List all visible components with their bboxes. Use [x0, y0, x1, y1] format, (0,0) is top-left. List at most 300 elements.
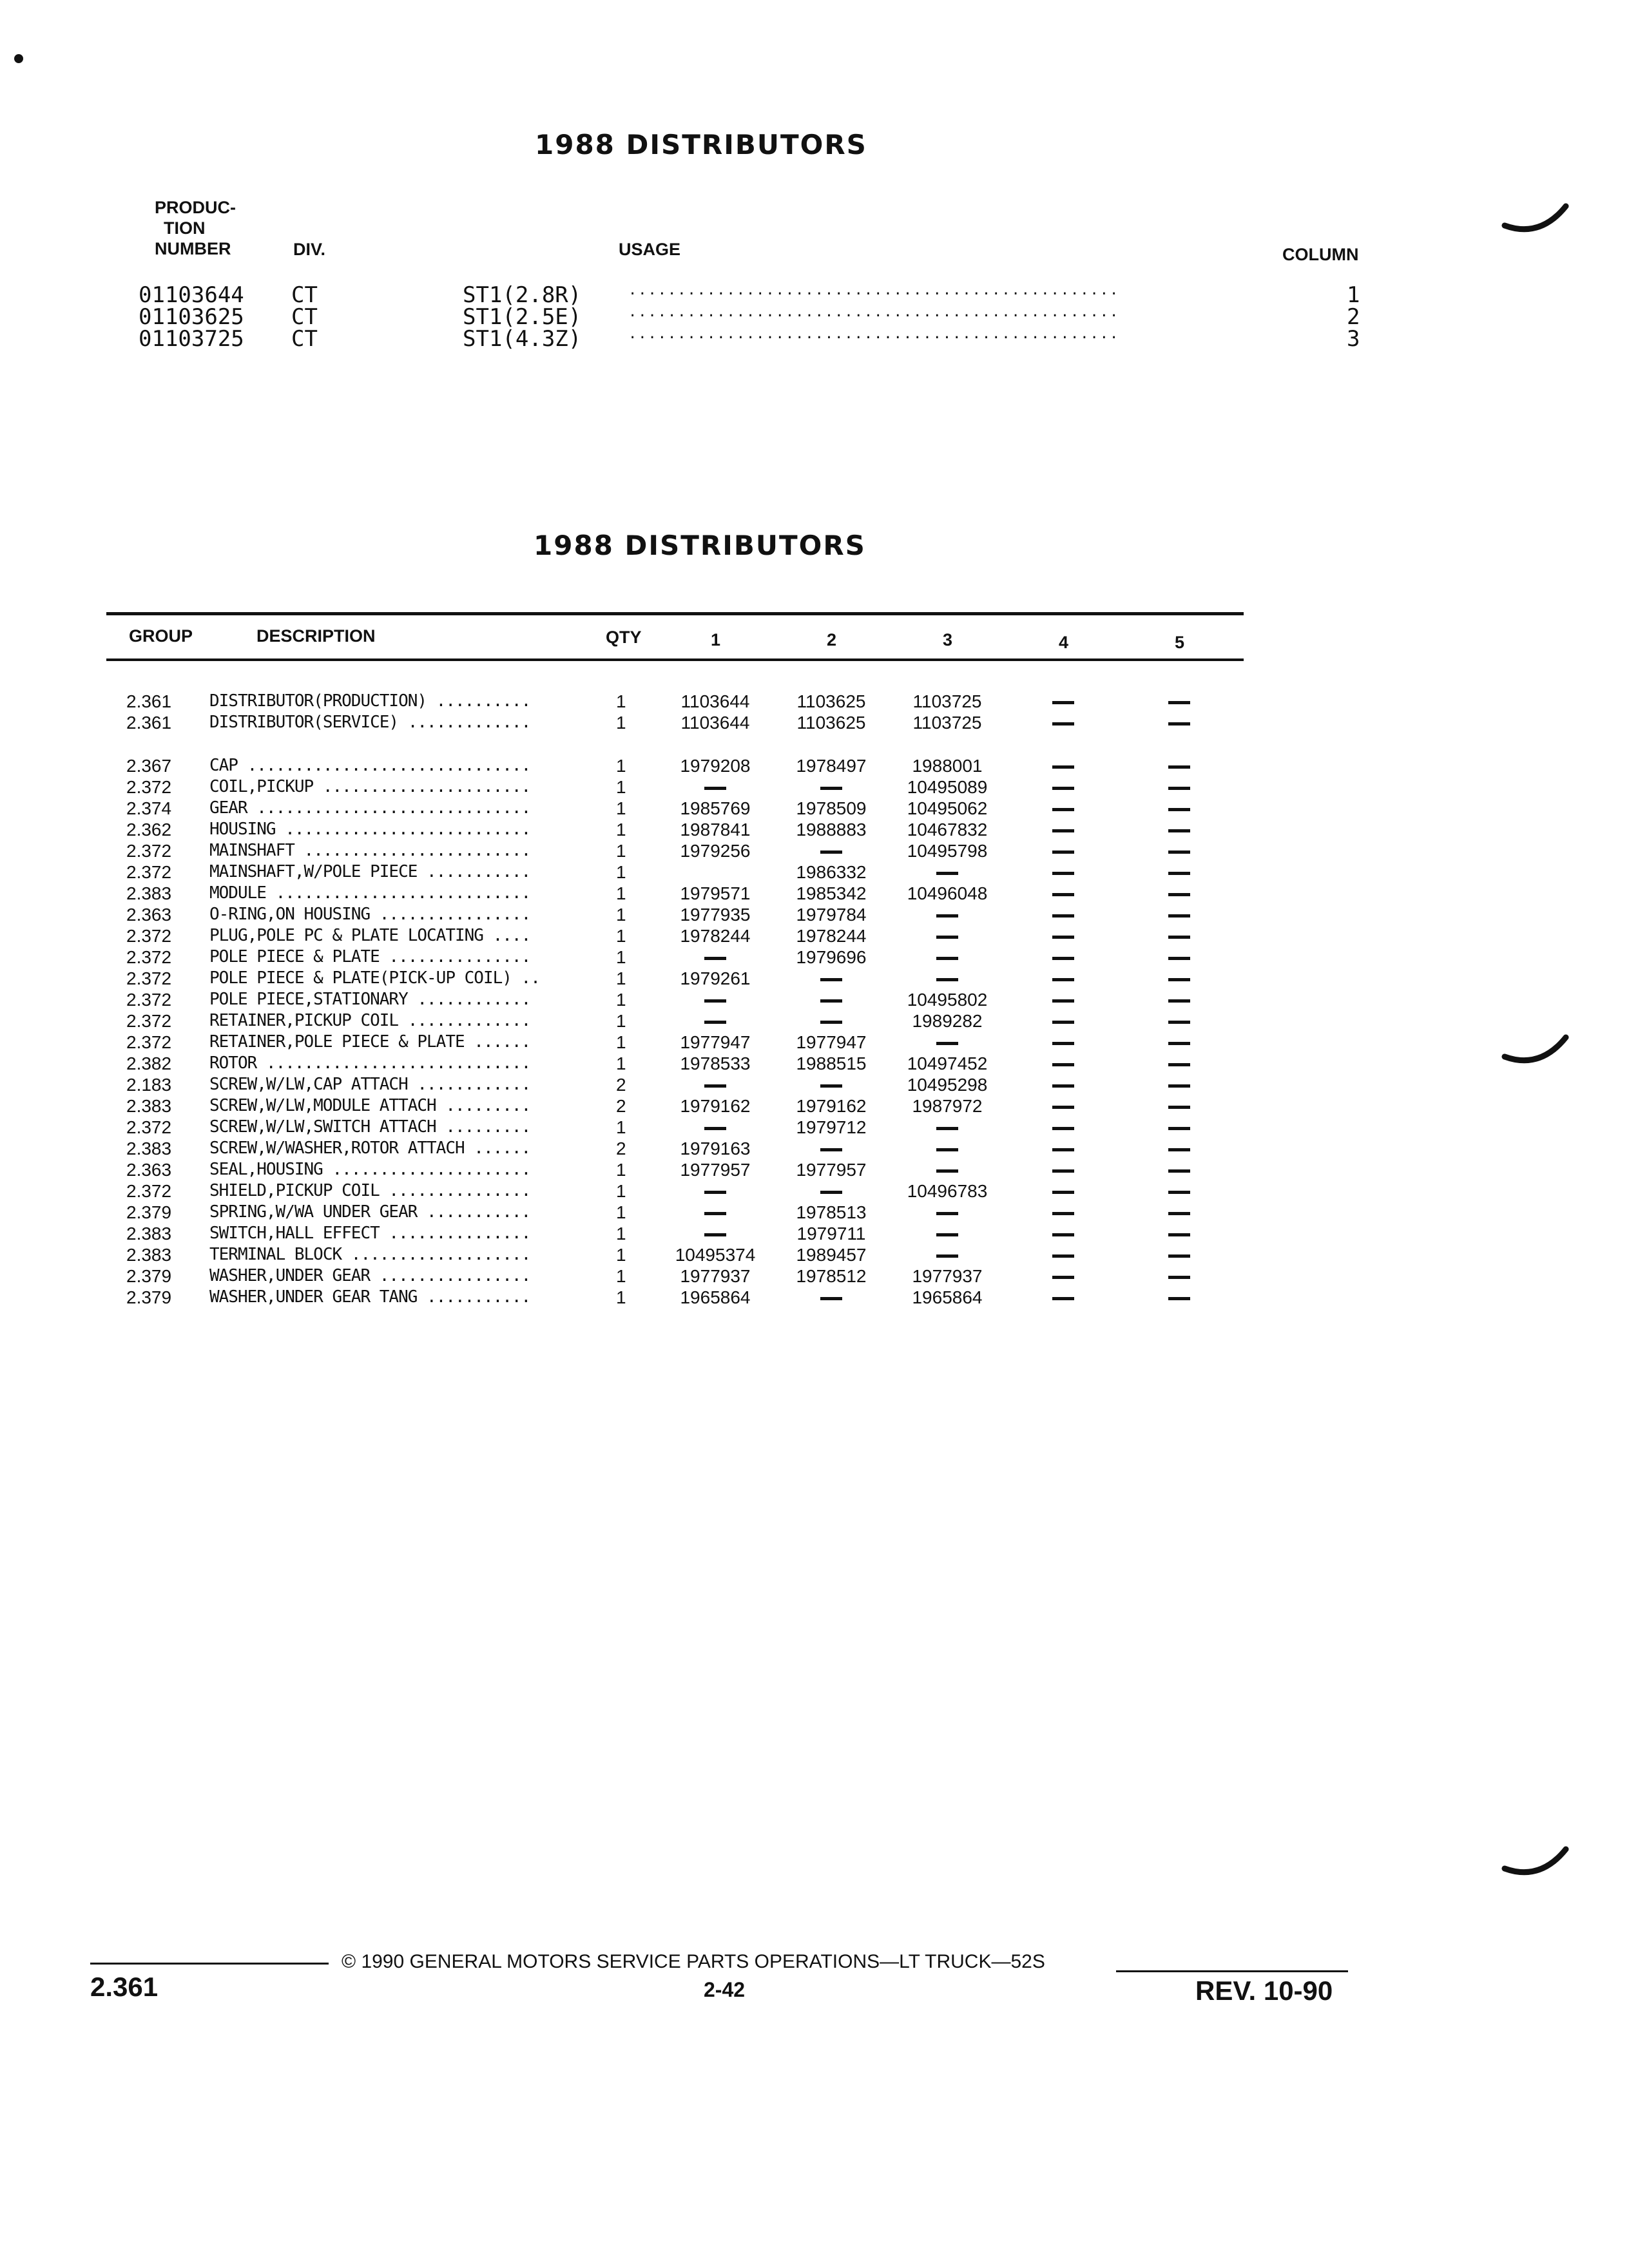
empty-dash: [1050, 1117, 1076, 1138]
part-group: 2.383: [126, 1245, 172, 1265]
part-qty: 1: [616, 926, 626, 946]
empty-dash: [1050, 1244, 1076, 1265]
part-description: [209, 1138, 530, 1159]
part-number-col-2: 1979162: [796, 1096, 867, 1116]
part-description: [209, 861, 530, 883]
empty-dash: [1050, 776, 1076, 798]
empty-dash: [657, 1117, 773, 1138]
empty-dash: [1166, 947, 1192, 968]
empty-dash: [1166, 925, 1192, 947]
empty-dash: [1050, 1010, 1076, 1032]
empty-dash: [1166, 989, 1192, 1010]
production-column: 2: [1347, 304, 1360, 330]
part-description-text: TERMINAL BLOCK: [209, 1245, 342, 1264]
leader-dots: .........: [436, 1096, 531, 1115]
part-description: [209, 755, 530, 776]
empty-dash: [889, 1202, 1005, 1223]
parts-row: [0, 798, 1629, 819]
header-number-line3: NUMBER: [155, 239, 231, 258]
part-qty: 1: [616, 883, 626, 903]
part-number-col-2: 1978497: [796, 756, 867, 776]
leader-dots: ..........................: [275, 820, 531, 839]
part-number-col-2: 1103625: [796, 713, 866, 733]
part-group: 2.379: [126, 1266, 172, 1286]
part-qty: 1: [616, 713, 626, 733]
part-qty: 1: [616, 1011, 626, 1031]
part-description: [209, 925, 530, 947]
empty-dash: [1166, 691, 1192, 712]
part-number-col-3: 1987972: [912, 1096, 983, 1116]
header-production-number: [155, 197, 236, 259]
part-number-col-3: 10495802: [907, 990, 988, 1010]
scan-tick-mark: [1501, 1836, 1572, 1888]
part-description-text: SWITCH,HALL EFFECT: [209, 1224, 380, 1243]
part-description: [209, 840, 530, 861]
part-number-col-1: 1977947: [680, 1032, 751, 1052]
part-group: 2.367: [126, 756, 172, 776]
part-description-text: SCREW,W/WASHER,ROTOR ATTACH: [209, 1139, 465, 1158]
part-qty: 2: [616, 1075, 626, 1095]
empty-dash: [1166, 1053, 1192, 1074]
part-description: [209, 1159, 530, 1180]
part-description-text: SHIELD,PICKUP COIL: [209, 1181, 380, 1200]
empty-dash: [1166, 1117, 1192, 1138]
part-number-col-2: 1979712: [796, 1117, 867, 1137]
parts-row: [0, 1159, 1629, 1180]
footer-rule-left: [90, 1963, 329, 1965]
part-description-text: RETAINER,PICKUP COIL: [209, 1011, 399, 1030]
part-number-col-1: 1979208: [680, 756, 751, 776]
leader-dots: ..................................................: [628, 304, 1120, 320]
empty-dash: [1166, 904, 1192, 925]
leader-dots: ............................: [256, 1053, 531, 1073]
empty-dash: [657, 776, 773, 798]
part-group: 2.383: [126, 883, 172, 903]
production-number: 01103725: [139, 326, 244, 352]
parts-row: [0, 1074, 1629, 1095]
header-col-1: 1: [711, 630, 721, 649]
empty-dash: [1050, 819, 1076, 840]
part-qty: 1: [616, 777, 626, 797]
empty-dash: [1050, 1202, 1076, 1223]
empty-dash: [889, 1032, 1005, 1053]
part-description-text: HOUSING: [209, 820, 276, 839]
part-number-col-2: 1986332: [796, 862, 867, 882]
production-div: CT: [291, 326, 318, 352]
part-group: 2.361: [126, 713, 172, 733]
part-number-col-1: 1979256: [680, 841, 751, 861]
part-number-col-2: 1985342: [796, 883, 867, 903]
part-description: [209, 1180, 530, 1202]
part-qty: 1: [616, 947, 626, 967]
part-description: [209, 1265, 530, 1287]
leader-dots: .............................: [247, 798, 531, 818]
part-group: 2.372: [126, 1032, 172, 1052]
part-number-col-1: 10495374: [675, 1245, 756, 1265]
leader-dots: ...............: [379, 1181, 531, 1200]
part-number-col-1: 1979571: [680, 883, 751, 903]
header-number-line2: TION: [164, 218, 206, 238]
parts-row: [0, 1223, 1629, 1244]
leader-dots: ...............: [379, 1224, 531, 1243]
parts-row: [0, 925, 1629, 947]
empty-dash: [1050, 798, 1076, 819]
part-number-col-2: 1989457: [796, 1245, 867, 1265]
part-group: 2.383: [126, 1139, 172, 1158]
parts-row: [0, 1053, 1629, 1074]
part-number-col-1: 1977937: [680, 1266, 751, 1286]
production-usage: ST1(2.5E): [463, 304, 582, 330]
empty-dash: [1050, 840, 1076, 861]
empty-dash: [889, 1138, 1005, 1159]
part-number-col-1: 1103644: [680, 691, 750, 711]
empty-dash: [1050, 1223, 1076, 1244]
header-number-line1: PRODUC-: [155, 198, 236, 217]
part-number-col-3: 10495298: [907, 1075, 988, 1095]
leader-dots: ...........................: [265, 883, 531, 903]
part-qty: 1: [616, 1053, 626, 1073]
parts-row: [0, 968, 1629, 989]
part-number-col-3: 10496048: [907, 883, 988, 903]
part-description: [209, 1074, 530, 1095]
part-number-col-2: 1977957: [796, 1160, 867, 1180]
parts-row: [0, 1202, 1629, 1223]
part-number-col-3: 1977937: [912, 1266, 983, 1286]
part-number-col-1: 1965864: [680, 1287, 751, 1307]
part-number-col-1: 1987841: [680, 820, 751, 840]
empty-dash: [773, 989, 889, 1010]
part-description-text: WASHER,UNDER GEAR TANG: [209, 1287, 418, 1307]
part-description: [209, 712, 530, 733]
part-description-text: SEAL,HOUSING: [209, 1160, 323, 1179]
part-qty: 1: [616, 1032, 626, 1052]
part-number-col-2: 1978512: [796, 1266, 867, 1286]
part-description: [209, 1032, 530, 1053]
part-number-col-2: 1979696: [796, 947, 867, 967]
parts-row: [0, 712, 1629, 733]
parts-row: [0, 1032, 1629, 1053]
part-group: 2.372: [126, 926, 172, 946]
parts-row: [0, 840, 1629, 861]
empty-dash: [1050, 1138, 1076, 1159]
part-description: [209, 1010, 530, 1032]
empty-dash: [773, 1287, 889, 1308]
part-number-col-1: 1979261: [680, 968, 751, 988]
parts-row: [0, 1010, 1629, 1032]
leader-dots: ................: [370, 1266, 531, 1285]
part-description-text: DISTRIBUTOR(PRODUCTION): [209, 691, 427, 711]
empty-dash: [1166, 1032, 1192, 1053]
empty-dash: [1050, 691, 1076, 712]
leader-dots: ...................: [342, 1245, 531, 1264]
empty-dash: [1166, 1095, 1192, 1117]
part-number-col-3: 1989282: [912, 1011, 983, 1031]
part-description-text: POLE PIECE & PLATE(PICK-UP COIL): [209, 968, 512, 988]
parts-row: [0, 776, 1629, 798]
part-description-text: RETAINER,POLE PIECE & PLATE: [209, 1032, 465, 1052]
part-description-text: POLE PIECE & PLATE: [209, 947, 380, 966]
leader-dots: ..................................................: [628, 326, 1120, 342]
part-group: 2.372: [126, 841, 172, 861]
part-description: [209, 1117, 530, 1138]
part-description: [209, 1287, 530, 1308]
production-column: 1: [1347, 282, 1360, 308]
part-number-col-3: 10495798: [907, 841, 988, 861]
header-group: GROUP: [129, 626, 193, 646]
empty-dash: [1166, 1180, 1192, 1202]
leader-dots: ..: [511, 968, 540, 988]
empty-dash: [1050, 925, 1076, 947]
parts-row: [0, 1287, 1629, 1308]
part-number-col-1: 1978244: [680, 926, 751, 946]
leader-dots: .............: [398, 1011, 531, 1030]
leader-dots: ......: [464, 1139, 531, 1158]
parts-row: [0, 1180, 1629, 1202]
part-number-col-3: 1965864: [912, 1287, 983, 1307]
empty-dash: [1166, 1138, 1192, 1159]
empty-dash: [657, 1010, 773, 1032]
empty-dash: [1050, 1032, 1076, 1053]
parts-row: [0, 691, 1629, 712]
empty-dash: [1050, 989, 1076, 1010]
empty-dash: [889, 968, 1005, 989]
part-group: 2.374: [126, 798, 172, 818]
part-number-col-1: 1977957: [680, 1160, 751, 1180]
footer-page-number: 2-42: [704, 1978, 746, 2001]
part-description-text: ROTOR: [209, 1053, 257, 1073]
empty-dash: [1166, 1010, 1192, 1032]
part-qty: 1: [616, 1245, 626, 1265]
empty-dash: [657, 1223, 773, 1244]
leader-dots: ................: [370, 905, 531, 924]
part-group: 2.363: [126, 905, 172, 925]
part-number-col-1: 1985769: [680, 798, 751, 818]
leader-dots: ......................: [313, 777, 531, 796]
part-qty: 1: [616, 990, 626, 1010]
empty-dash: [657, 989, 773, 1010]
part-group: 2.379: [126, 1202, 172, 1222]
empty-dash: [1166, 1287, 1192, 1308]
production-table-title: 1988 DISTRIBUTORS: [535, 129, 867, 160]
empty-dash: [1050, 755, 1076, 776]
parts-row: [0, 755, 1629, 776]
production-div: CT: [291, 282, 318, 308]
empty-dash: [1166, 819, 1192, 840]
part-qty: 1: [616, 862, 626, 882]
empty-dash: [889, 1159, 1005, 1180]
part-group: 2.382: [126, 1053, 172, 1073]
empty-dash: [1166, 755, 1192, 776]
part-description-text: CAP: [209, 756, 238, 775]
part-number-col-2: 1977947: [796, 1032, 867, 1052]
header-col-3: 3: [943, 630, 953, 649]
empty-dash: [657, 1202, 773, 1223]
empty-dash: [1166, 1074, 1192, 1095]
part-qty: 1: [616, 798, 626, 818]
part-group: 2.372: [126, 1181, 172, 1201]
empty-dash: [773, 1180, 889, 1202]
part-description: [209, 776, 530, 798]
leader-dots: ...........: [417, 862, 531, 881]
production-number: 01103644: [139, 282, 244, 308]
scan-tick-mark: [1501, 193, 1572, 245]
empty-dash: [1166, 798, 1192, 819]
part-qty: 2: [616, 1139, 626, 1158]
empty-dash: [773, 1074, 889, 1095]
part-number-col-3: 10496783: [907, 1181, 988, 1201]
part-description-text: SCREW,W/LW,CAP ATTACH: [209, 1075, 408, 1094]
empty-dash: [1166, 1202, 1192, 1223]
footer-revision: REV. 10-90: [1195, 1975, 1333, 2006]
empty-dash: [1050, 1159, 1076, 1180]
empty-dash: [1166, 1159, 1192, 1180]
part-description: [209, 1223, 530, 1244]
part-group: 2.383: [126, 1224, 172, 1244]
part-group: 2.383: [126, 1096, 172, 1116]
empty-dash: [889, 947, 1005, 968]
header-qty: QTY: [606, 628, 642, 647]
parts-table-title: 1988 DISTRIBUTORS: [534, 530, 866, 561]
part-group: 2.361: [126, 691, 172, 711]
leader-dots: .............: [398, 713, 531, 732]
part-group: 2.372: [126, 1117, 172, 1137]
part-description: [209, 883, 530, 904]
empty-dash: [773, 840, 889, 861]
part-group: 2.372: [126, 777, 172, 797]
empty-dash: [1050, 1074, 1076, 1095]
part-description: [209, 819, 530, 840]
part-qty: 1: [616, 1181, 626, 1201]
part-qty: 1: [616, 691, 626, 711]
part-number-col-1: 1978533: [680, 1053, 751, 1073]
part-description: [209, 1095, 530, 1117]
header-col-4: 4: [1059, 633, 1069, 652]
empty-dash: [1050, 883, 1076, 904]
empty-dash: [1050, 1265, 1076, 1287]
parts-row: [0, 1244, 1629, 1265]
part-qty: 1: [616, 968, 626, 988]
empty-dash: [1166, 840, 1192, 861]
leader-dots: ..........: [427, 691, 531, 711]
empty-dash: [1166, 776, 1192, 798]
part-description: [209, 989, 530, 1010]
empty-dash: [773, 1138, 889, 1159]
part-description: [209, 1244, 530, 1265]
leader-dots: ............: [407, 990, 531, 1009]
part-qty: 1: [616, 1160, 626, 1180]
part-description-text: SCREW,W/LW,MODULE ATTACH: [209, 1096, 436, 1115]
parts-row: [0, 904, 1629, 925]
part-qty: 1: [616, 1202, 626, 1222]
parts-row: [0, 819, 1629, 840]
empty-dash: [889, 1117, 1005, 1138]
empty-dash: [1050, 968, 1076, 989]
empty-dash: [1050, 947, 1076, 968]
header-description: DESCRIPTION: [256, 626, 376, 646]
empty-dash: [889, 1223, 1005, 1244]
part-description-text: O-RING,ON HOUSING: [209, 905, 371, 924]
empty-dash: [1166, 1244, 1192, 1265]
part-description: [209, 904, 530, 925]
leader-dots: ..............................: [237, 756, 531, 775]
part-number-col-2: 1103625: [796, 691, 866, 711]
leader-dots: ..................................................: [628, 282, 1120, 298]
header-bottom-rule: [106, 658, 1244, 661]
empty-dash: [657, 947, 773, 968]
part-qty: 2: [616, 1096, 626, 1116]
part-qty: 1: [616, 905, 626, 925]
production-usage: ST1(2.8R): [463, 282, 582, 308]
parts-row: [0, 1117, 1629, 1138]
part-number-col-2: 1978513: [796, 1202, 867, 1222]
part-number-col-3: 10495062: [907, 798, 988, 818]
leader-dots: .........: [436, 1117, 531, 1137]
production-number: 01103625: [139, 304, 244, 330]
empty-dash: [1050, 712, 1076, 733]
parts-row: [0, 989, 1629, 1010]
part-qty: 1: [616, 1266, 626, 1286]
empty-dash: [657, 1074, 773, 1095]
part-number-col-3: 1103725: [912, 691, 982, 711]
empty-dash: [1166, 861, 1192, 883]
part-qty: 1: [616, 1117, 626, 1137]
empty-dash: [1050, 1180, 1076, 1202]
part-number-col-2: 1988883: [796, 820, 867, 840]
part-group: 2.379: [126, 1287, 172, 1307]
empty-dash: [1166, 968, 1192, 989]
footer-rule-right: [1116, 1970, 1348, 1972]
part-number-col-2: 1979711: [796, 1224, 866, 1244]
empty-dash: [773, 968, 889, 989]
part-number-col-3: 10467832: [907, 820, 988, 840]
empty-dash: [1050, 904, 1076, 925]
header-column: COLUMN: [1282, 245, 1359, 264]
leader-dots: ............: [407, 1075, 531, 1094]
part-description-text: POLE PIECE,STATIONARY: [209, 990, 408, 1009]
leader-dots: .....................: [322, 1160, 531, 1179]
leader-dots: ...........: [417, 1287, 531, 1307]
part-description-text: MODULE: [209, 883, 266, 903]
empty-dash: [1050, 1053, 1076, 1074]
leader-dots: ....: [483, 926, 531, 945]
part-number-col-1: 1977935: [680, 905, 751, 925]
empty-dash: [1166, 1265, 1192, 1287]
part-qty: 1: [616, 820, 626, 840]
part-description-text: COIL,PICKUP: [209, 777, 314, 796]
part-description: [209, 691, 530, 712]
part-description-text: DISTRIBUTOR(SERVICE): [209, 713, 399, 732]
production-usage: ST1(4.3Z): [463, 326, 582, 352]
part-number-col-1: 1979162: [680, 1096, 751, 1116]
part-group: 2.372: [126, 947, 172, 967]
part-number-col-1: 1103644: [680, 713, 750, 733]
leader-dots: ...........: [417, 1202, 531, 1222]
header-col-2: 2: [827, 630, 837, 649]
part-description-text: SCREW,W/LW,SWITCH ATTACH: [209, 1117, 436, 1137]
parts-row: [0, 1095, 1629, 1117]
leader-dots: ...............: [379, 947, 531, 966]
empty-dash: [1050, 1287, 1076, 1308]
part-description-text: WASHER,UNDER GEAR: [209, 1266, 371, 1285]
production-column: 3: [1347, 326, 1360, 352]
part-number-col-2: 1988515: [796, 1053, 867, 1073]
parts-row: [0, 1138, 1629, 1159]
production-div: CT: [291, 304, 318, 330]
part-number-col-3: 1103725: [912, 713, 982, 733]
parts-row: [0, 947, 1629, 968]
part-group: 2.372: [126, 862, 172, 882]
empty-dash: [1166, 712, 1192, 733]
